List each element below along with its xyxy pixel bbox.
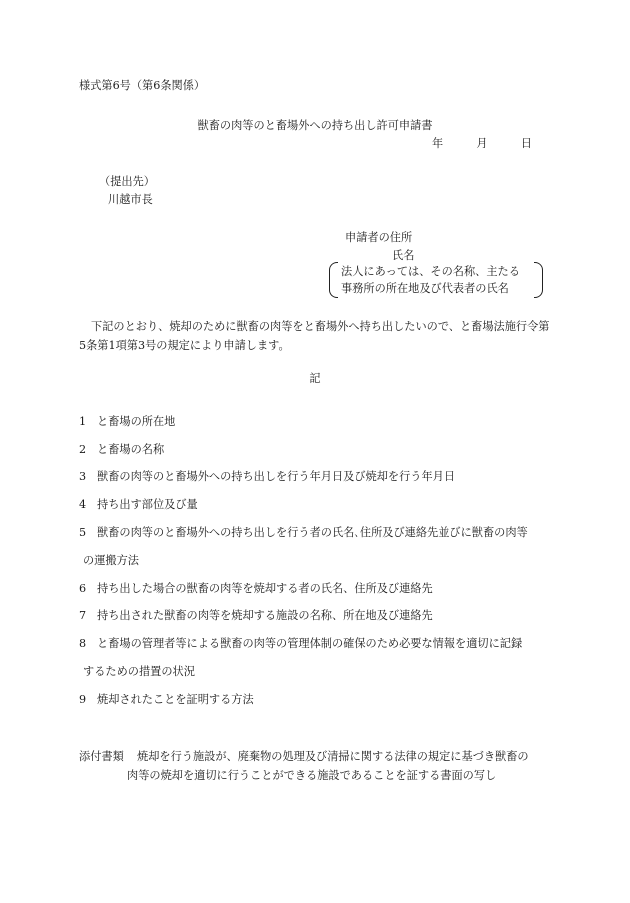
date-line — [432, 137, 532, 151]
form-number: 様式第6号（第6条関係） — [79, 79, 206, 92]
list-item — [79, 498, 198, 512]
date-month-label: 月 — [476, 137, 488, 150]
corporation-note-line: 事務所の所在地及び代表者の氏名 — [341, 282, 509, 295]
list-item — [79, 415, 175, 429]
list-item — [79, 637, 522, 651]
item-number: 5 — [79, 526, 87, 539]
corporation-note-line: 法人にあっては、その名称、主たる — [341, 265, 520, 278]
list-item — [79, 582, 433, 596]
item-text: 獣畜の肉等のと畜場外への持ち出しを行う年月日及び焼却を行う年月日 — [97, 470, 456, 483]
list-item — [79, 609, 433, 623]
item-text: 持ち出された獣畜の肉等を焼却する施設の名称、所在地及び連絡先 — [97, 609, 433, 622]
applicant-address-label: 申請者の住所 — [345, 231, 413, 244]
document-title: 獣畜の肉等のと畜場外への持ち出し許可申請書 — [197, 119, 433, 132]
attachment-label: 添付書類 — [79, 750, 124, 763]
item-number: 7 — [79, 609, 87, 622]
list-item — [79, 526, 528, 540]
applicant-name-label: 氏名 — [392, 249, 415, 262]
date-day-label: 日 — [520, 137, 532, 150]
left-bracket — [329, 262, 338, 298]
item-number: 6 — [79, 582, 87, 595]
item-text: と畜場の名称 — [97, 443, 165, 456]
item-text: 持ち出す部位及び量 — [97, 498, 198, 511]
item-text: 焼却されたことを証明する方法 — [97, 693, 254, 706]
list-item — [79, 693, 254, 707]
list-item — [79, 470, 455, 484]
ki-heading: 記 — [309, 372, 321, 385]
right-bracket — [534, 262, 543, 298]
item-text: と畜場の管理者等による獣畜の肉等の管理体制の確保のため必要な情報を適切に記録 — [97, 637, 523, 650]
list-item — [79, 443, 164, 457]
item-text: 持ち出した場合の獣畜の肉等を焼却する者の氏名、住所及び連絡先 — [97, 582, 433, 595]
attachment-line — [79, 750, 529, 764]
corporation-note-text — [341, 263, 520, 297]
attachment-continuation: 肉等の焼却を適切に行うことができる施設であることを証する書面の写し — [127, 769, 497, 782]
addressee-label: （提出先） — [99, 175, 155, 188]
corporation-note — [329, 262, 543, 298]
item-number: 3 — [79, 470, 87, 483]
addressee-name: 川越市長 — [108, 193, 153, 206]
item-continuation: するための措置の状況 — [83, 665, 195, 678]
item-number: 1 — [79, 415, 87, 428]
date-year-label: 年 — [432, 137, 444, 150]
item-number: 9 — [79, 693, 87, 706]
item-number: 2 — [79, 443, 87, 456]
attachment-text: 焼却を行う施設が、廃棄物の処理及び清掃に関する法律の規定に基づき獣畜の — [137, 750, 529, 763]
request-statement: 下記のとおり、焼却のために獣畜の肉等をと畜場外へ持ち出したいので、と畜場法施行令第5条第1項第3号の規定により申請します。 — [79, 320, 550, 352]
item-text: 獣畜の肉等のと畜場外への持ち出しを行う者の氏名､住所及び連絡先並びに獣畜の肉等 — [97, 526, 528, 539]
item-number: 8 — [79, 637, 87, 650]
item-text: と畜場の所在地 — [97, 415, 176, 428]
item-continuation: の運搬方法 — [83, 554, 139, 567]
item-number: 4 — [79, 498, 87, 511]
